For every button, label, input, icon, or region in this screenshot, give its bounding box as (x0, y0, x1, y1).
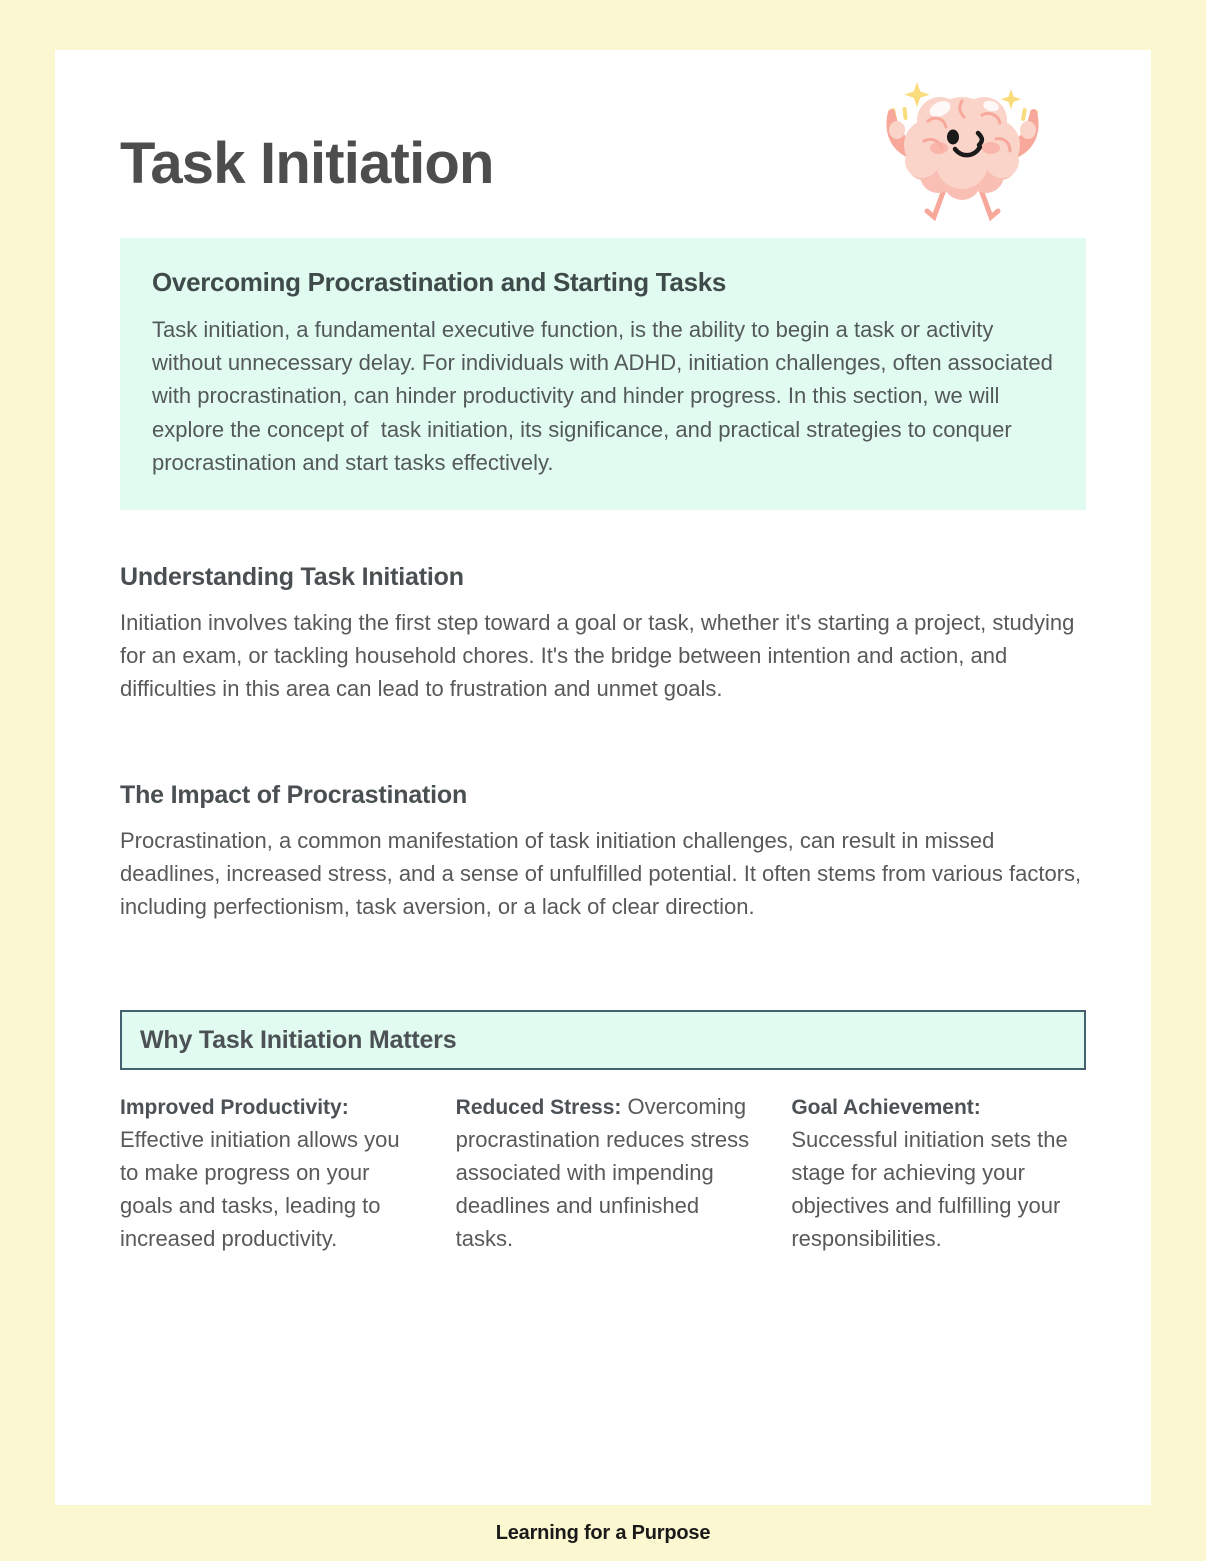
page-footer (0, 1505, 1206, 1561)
callout-body: Task initiation, a fundamental executive function, is the ability to begin a task or activity without unnecessary delay. For individuals with ADHD, initiation challenges, often associated with procrastination, can hinder productivity and hinder progress. In this section, we will explore the concept of task initiation, its significance, and practical strategies to conquer procrastination and start tasks effectively. (152, 316, 1059, 476)
benefit-description: Effective initiation allows you to make progress on your goals and tasks, leading to increased productivity. (120, 1127, 400, 1251)
benefit-column-goal-achievement (791, 1090, 1086, 1255)
benefit-paragraph (791, 1090, 1086, 1255)
page-title: Task Initiation (120, 131, 494, 196)
benefit-term: Reduced Stress: (455, 1096, 622, 1119)
section-body: Procrastination, a common manifestation of task initiation challenges, can result in missed deadlines, increased stress, and a sense of unfulfilled potential. It often stems from various factors, including perfectionism, task aversion, or a lack of clear direction. (120, 828, 1082, 919)
benefit-term: Goal Achievement: (791, 1096, 981, 1119)
flexing-brain-icon (870, 75, 1055, 225)
benefit-paragraph (120, 1090, 416, 1255)
section-understanding-task-initiation (120, 562, 1086, 705)
banner-title: Why Task Initiation Matters (140, 1025, 457, 1054)
section-body: Initiation involves taking the first step toward a goal or task, whether it's starting a project, studying for an exam, or tackling household chores. It's the bridge between intention and action, and difficulties in this area can lead to frustration and unmet goals. (120, 610, 1075, 701)
why-task-initiation-matters-banner (120, 1010, 1086, 1070)
callout-heading: Overcoming Procrastination and Starting Tasks (152, 267, 727, 297)
benefit-paragraph (456, 1090, 752, 1255)
benefit-term: Improved Productivity: (120, 1096, 349, 1119)
benefit-description: Overcoming procrastination reduces stress associated with impending deadlines and unfinished tasks. (455, 1094, 750, 1251)
benefit-column-improved-productivity (120, 1090, 456, 1255)
callout-box (120, 238, 1086, 510)
benefits-columns (120, 1090, 1086, 1255)
page-card (55, 50, 1151, 1505)
section-heading: The Impact of Procrastination (120, 781, 468, 809)
section-impact-of-procrastination (120, 780, 1086, 923)
section-heading: Understanding Task Initiation (120, 563, 464, 591)
header (55, 50, 1151, 238)
footer-brand-text: Learning for a Purpose (495, 1521, 711, 1544)
benefit-description: Successful initiation sets the stage for achieving your objectives and fulfilling your responsibilities. (791, 1127, 1068, 1251)
benefit-column-reduced-stress (456, 1090, 792, 1255)
